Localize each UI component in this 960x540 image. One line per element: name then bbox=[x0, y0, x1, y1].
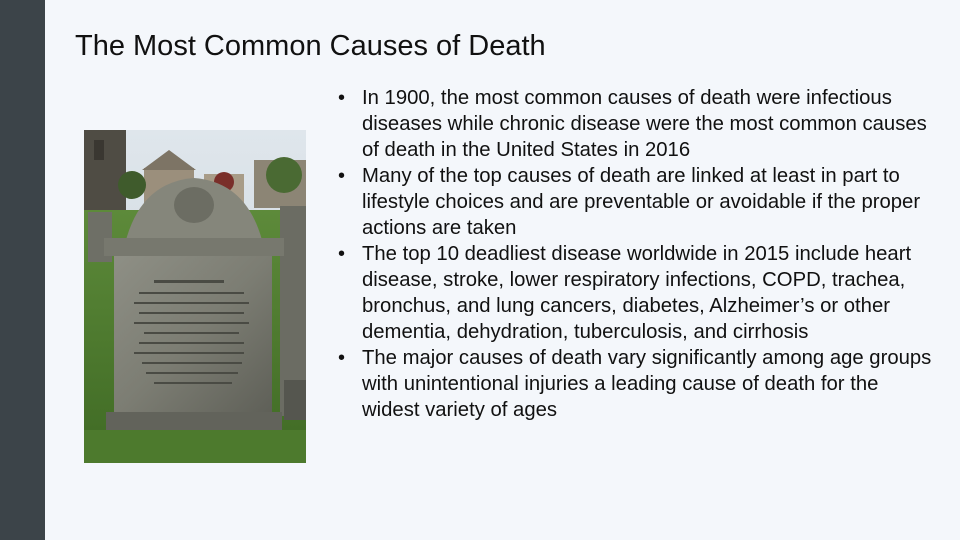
bullet-dot-icon: • bbox=[338, 243, 346, 265]
bullet-item bbox=[338, 85, 938, 163]
bullet-text: The major causes of death vary significantly among age groups with unintentional injuries a leading cause of death for the widest variety of ages bbox=[362, 347, 932, 421]
bullet-item bbox=[338, 345, 938, 423]
bullet-dot-icon: • bbox=[338, 87, 346, 109]
bullet-item bbox=[338, 163, 938, 241]
bullet-text: Many of the top causes of death are linked at least in part to lifestyle choices and are preventable or avoidable if the proper actions are taken bbox=[362, 165, 921, 239]
gravestone-photo bbox=[84, 130, 306, 463]
bullet-item bbox=[338, 241, 938, 345]
bullet-text: In 1900, the most common causes of death were infectious diseases while chronic disease were the most common causes of death in the United States in 2016 bbox=[362, 87, 927, 161]
slide-title: The Most Common Causes of Death bbox=[75, 30, 546, 62]
bullet-list bbox=[338, 85, 938, 423]
left-accent-bar bbox=[0, 0, 45, 540]
bullet-dot-icon: • bbox=[338, 347, 346, 369]
bullet-dot-icon: • bbox=[338, 165, 346, 187]
bullet-text: The top 10 deadliest disease worldwide in 2015 include heart disease, stroke, lower respiratory infections, COPD, trachea, bronchus, and lung cancers, diabetes, Alzheimer’s or other dementia, dehydration, tuberculosis, and cirrhosis bbox=[362, 243, 912, 343]
